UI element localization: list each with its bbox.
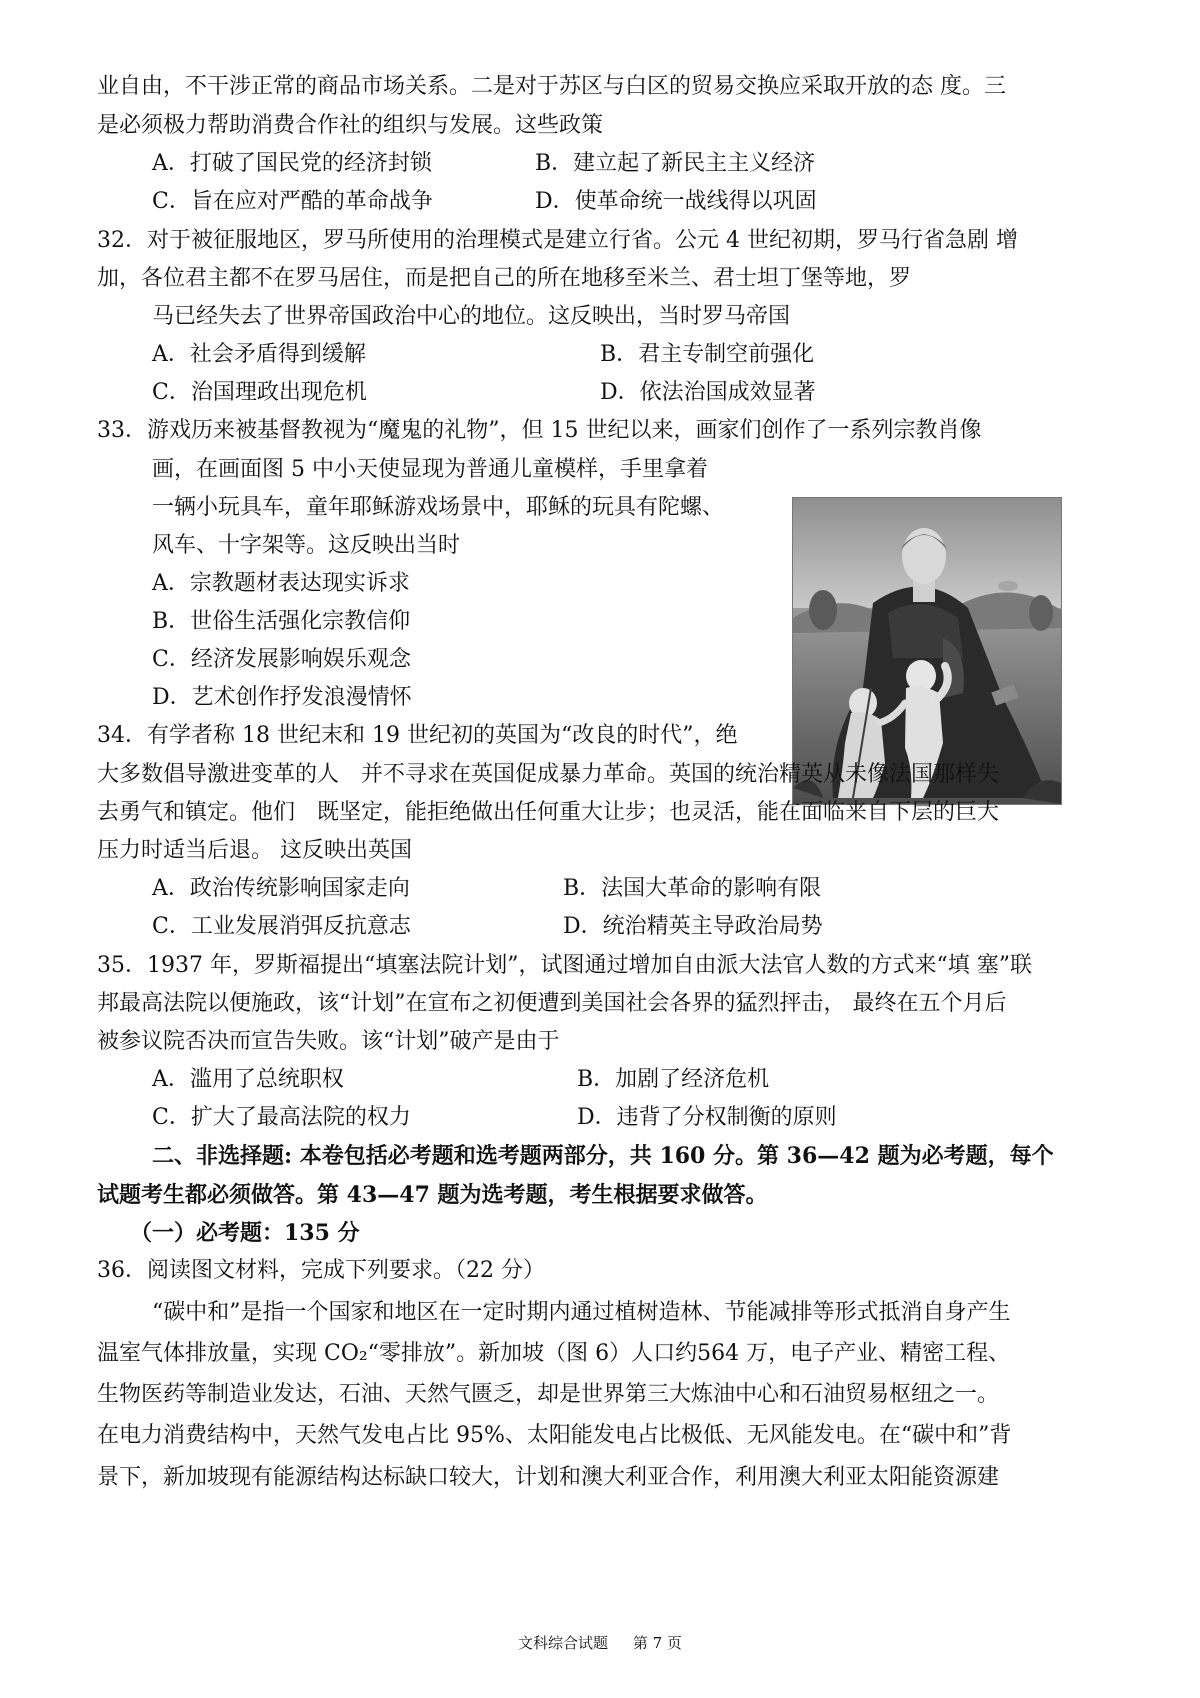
q33-option-d: D．艺术创作抒发浪漫情怀 — [152, 685, 412, 710]
q32-line-3: 马已经失去了世界帝国政治中心的地位。这反映出，当时罗马帝国 — [152, 304, 791, 329]
figure-5-painting — [792, 497, 1062, 805]
q35-line-2: 邦最高法院以便施政，该“计划”在宣布之初便遭到美国社会各界的猛烈抨击， 最终在五个月后 — [97, 991, 1007, 1016]
q35-option-c: C．扩大了最高法院的权力 — [152, 1105, 411, 1130]
q31-option-d: D．使革命统一战线得以巩固 — [535, 189, 817, 214]
q36-title: 36．阅读图文材料，完成下列要求。（22 分） — [97, 1258, 545, 1283]
q31-option-a: A．打破了国民党的经济封锁 — [152, 151, 432, 176]
q32-option-b: B．君主专制空前强化 — [600, 342, 815, 367]
page-footer — [0, 1633, 1200, 1653]
q34-option-a: A．政治传统影响国家走向 — [152, 876, 410, 901]
q34-option-b: B．法国大革命的影响有限 — [563, 876, 822, 901]
q32-option-a: A．社会矛盾得到缓解 — [152, 342, 366, 367]
q31-line-2: 是必须极力帮助消费合作社的组织与发展。这些政策 — [97, 113, 604, 138]
q34-line-4: 压力时适当后退。 这反映出英国 — [97, 838, 412, 863]
q35-line-1: 35．1937 年，罗斯福提出“填塞法院计划”，试图通过增加自由派大法官人数的方式来“填 塞”联 — [97, 953, 1032, 978]
q33-option-b: B．世俗生活强化宗教信仰 — [152, 609, 411, 634]
q33-option-c: C．经济发展影响娱乐观念 — [152, 647, 411, 672]
q35-option-d: D．违背了分权制衡的原则 — [577, 1105, 837, 1130]
q33-line-3: 一辆小玩具车，童年耶稣游戏场景中，耶稣的玩具有陀螺、 — [152, 495, 725, 520]
q34-line-3: 去勇气和镇定。他们 既坚定，能拒绝做出任何重大让步；也灵活，能在面临来自下层的巨大 — [97, 800, 1000, 825]
footer-title: 文科综合试题 — [518, 1634, 609, 1652]
q33-line-1: 33．游戏历来被基督教视为“魔鬼的礼物”，但 15 世纪以来，画家们创作了一系列宗教肖像 — [97, 418, 982, 443]
q34-option-d: D．统治精英主导政治局势 — [563, 914, 823, 939]
q32-option-c: C．治国理政出现危机 — [152, 380, 367, 405]
q33-option-a: A．宗教题材表达现实诉求 — [152, 571, 410, 596]
q34-line-1: 34．有学者称 18 世纪末和 19 世纪初的英国为“改良的时代”，绝 — [97, 723, 738, 748]
q35-option-b: B．加剧了经济危机 — [577, 1067, 770, 1092]
section-2-heading: 二、非选择题: 本卷包括必考题和选考题两部分，共 160 分。第 36—42 题为必考题，每个 — [152, 1143, 1054, 1169]
painting-illustration — [793, 498, 1061, 804]
q31-line-1: 业自由，不干涉正常的商品市场关系。二是对于苏区与白区的贸易交换应采取开放的态 度。三 — [97, 74, 1006, 99]
q36-line-5: 景下，新加坡现有能源结构达标缺口较大，计划和澳大利亚合作，利用澳大利亚太阳能资源建 — [97, 1465, 1000, 1490]
q34-option-c: C．工业发展消弭反抗意志 — [152, 914, 411, 939]
q34-line-2: 大多数倡导激进变革的人 并不寻求在英国促成暴力革命。英国的统治精英从未像法国那样失 — [97, 762, 1000, 787]
q36-line-4: 在电力消费结构中，天然气发电占比 95%、太阳能发电占比极低、无风能发电。在“碳中和”背 — [97, 1423, 1012, 1448]
q33-line-4: 风车、十字架等。这反映出当时 — [152, 533, 461, 558]
q32-option-d: D．依法治国成效显著 — [600, 380, 816, 405]
q35-line-3: 被参议院否决而宣告失败。该“计划”破产是由于 — [97, 1029, 560, 1054]
q32-line-2: 加，各位君主都不在罗马居住，而是把自己的所在地移至米兰、君士坦丁堡等地，罗 — [97, 266, 912, 291]
q31-option-c: C．旨在应对严酷的革命战争 — [152, 189, 433, 214]
footer-page-number: 第 7 页 — [632, 1634, 682, 1652]
q36-line-2: 温室气体排放量，实现 CO₂“零排放”。新加坡（图 6）人口约564 万，电子产业、精密工程、 — [97, 1341, 1011, 1366]
section-2-line-2: 试题考生都必须做答。第 43—47 题为选考题，考生根据要求做答。 — [97, 1182, 768, 1208]
q36-line-3: 生物医药等制造业发达，石油、天然气匮乏，却是世界第三大炼油中心和石油贸易枢纽之一。 — [97, 1382, 1000, 1407]
q33-line-2: 画，在画面图 5 中小天使显现为普通儿童模样，手里拿着 — [152, 457, 708, 482]
q36-line-1: “碳中和”是指一个国家和地区在一定时期内通过植树造林、节能减排等形式抵消自身产生 — [152, 1300, 1011, 1325]
q35-option-a: A．滥用了总统职权 — [152, 1067, 344, 1092]
q32-line-1: 32．对于被征服地区，罗马所使用的治理模式是建立行省。公元 4 世纪初期，罗马行省急剧 增 — [97, 228, 1018, 253]
section-2-subheading: （一）必考题：135 分 — [130, 1220, 360, 1246]
q31-option-b: B．建立起了新民主主义经济 — [535, 151, 816, 176]
